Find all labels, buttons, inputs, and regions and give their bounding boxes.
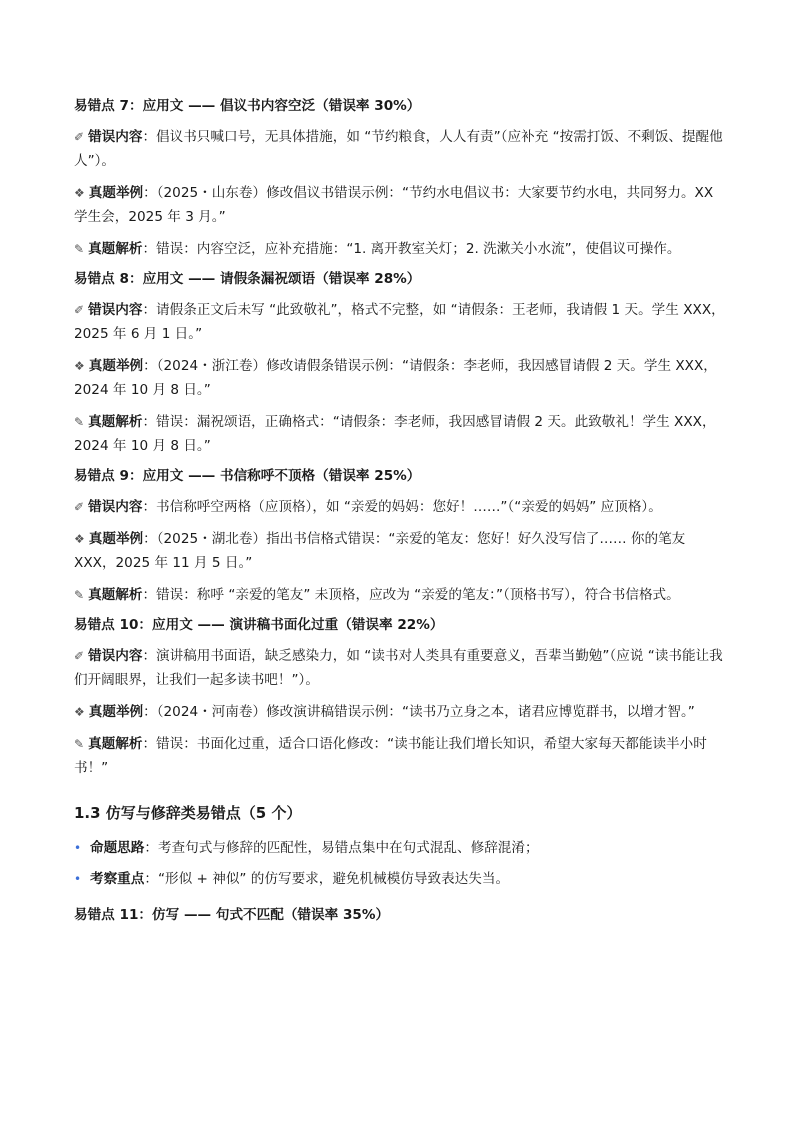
pen-icon: ✎: [74, 242, 85, 256]
diamond-icon: ❖: [74, 359, 85, 373]
label: 真题举例: [88, 358, 144, 374]
heading-error-9: 易错点 9：应用文 —— 书信称呼不顶格（错误率 25%）: [74, 468, 421, 484]
bullet-dot-icon: •: [74, 841, 82, 855]
text: （2025・山东卷）修改倡议书错误示例：“节约水电倡议书：大家要节约水电，共同努力。XX 学生会，2025 年 3 月。”: [74, 185, 714, 225]
bullet-dot-icon: •: [74, 872, 82, 886]
pen-icon: ✎: [74, 737, 85, 751]
heading-error-8: 易错点 8：应用文 —— 请假条漏祝颂语（错误率 28%）: [74, 271, 421, 287]
diamond-icon: ❖: [74, 186, 85, 200]
text: 错误：书面化过重，适合口语化修改：“读书能让我们增长知识，希望大家每天都能读半小时书！”: [74, 736, 707, 776]
text: 错误：称呼 “亲爱的笔友” 未顶格，应改为 “亲爱的笔友：”（顶格书写），符合书信格式。: [156, 587, 680, 603]
text: 演讲稿用书面语，缺乏感染力，如 “读书对人类具有重要意义，吾辈当勤勉”（应说 “读书能让我们开阔眼界，让我们一起多读书吧！”）。: [74, 648, 723, 688]
exam-example-7: ❖ 真题举例：（2025・山东卷）修改倡议书错误示例：“节约水电倡议书：大家要节约水电，共同努力。XX 学生会，2025 年 3 月。”: [74, 181, 728, 229]
pencil-icon: ✐: [74, 649, 85, 663]
error-content-7: ✐ 错误内容：倡议书只喊口号，无具体措施，如 “节约粮食，人人有责”（应补充 “按需打饭、不剩饭、提醒他人”）。: [74, 125, 728, 173]
text: 倡议书只喊口号，无具体措施，如 “节约粮食，人人有责”（应补充 “按需打饭、不剩饭、提醒他人”）。: [74, 129, 723, 169]
text: （2024・浙江卷）修改请假条错误示例：“请假条：李老师，我因感冒请假 2 天。学生 XXX，2024 年 10 月 8 日。”: [74, 358, 717, 398]
label: 错误内容: [88, 499, 143, 515]
label: 错误内容: [88, 302, 143, 318]
exam-example-10: ❖ 真题举例：（2024・河南卷）修改演讲稿错误示例：“读书乃立身之本，诸君应博览群书，以增才智。”: [74, 700, 728, 724]
exam-analysis-8: ✎ 真题解析：错误：漏祝颂语，正确格式：“请假条：李老师，我因感冒请假 2 天。此致敬礼！学生 XXX，2024 年 10 月 8 日。”: [74, 410, 728, 458]
section-title: 1.3 仿写与修辞类易错点（5 个）: [74, 804, 302, 822]
pen-icon: ✎: [74, 415, 85, 429]
label: 真题举例: [88, 185, 144, 201]
pen-icon: ✎: [74, 588, 85, 602]
text: （2025・湖北卷）指出书信格式错误：“亲爱的笔友：您好！好久没写信了…… 你的笔友 XXX，2025 年 11 月 5 日。”: [74, 531, 686, 571]
label: 真题解析: [88, 414, 143, 430]
text: 错误：漏祝颂语，正确格式：“请假条：李老师，我因感冒请假 2 天。此致敬礼！学生 XXX，2024 年 10 月 8 日。”: [74, 414, 716, 454]
error-content-9: ✐ 错误内容：书信称呼空两格（应顶格），如 “亲爱的妈妈：您好！……”（“亲爱的妈妈” 应顶格）。: [74, 495, 728, 519]
text: 书信称呼空两格（应顶格），如 “亲爱的妈妈：您好！……”（“亲爱的妈妈” 应顶格）。: [156, 499, 662, 515]
text: （2024・河南卷）修改演讲稿错误示例：“读书乃立身之本，诸君应博览群书，以增才智。”: [156, 704, 695, 720]
pencil-icon: ✐: [74, 500, 85, 514]
diamond-icon: ❖: [74, 705, 85, 719]
text: 请假条正文后未写 “此致敬礼”，格式不完整，如 “请假条：王老师，我请假 1 天。学生 XXX，2025 年 6 月 1 日。”: [74, 302, 725, 342]
text: “形似 + 神似” 的仿写要求，避免机械模仿导致表达失当。: [157, 871, 510, 887]
label: 错误内容: [88, 648, 143, 664]
exam-analysis-7: ✎ 真题解析：错误：内容空泛，应补充措施：“1. 离开教室关灯；2. 洗漱关小水流”，使倡议可操作。: [74, 237, 728, 261]
label: 真题举例: [88, 704, 144, 720]
label: 真题解析: [88, 736, 143, 752]
text: 错误：内容空泛，应补充措施：“1. 离开教室关灯；2. 洗漱关小水流”，使倡议可操作。: [156, 241, 681, 257]
label: 错误内容: [88, 129, 143, 145]
label: 真题举例: [88, 531, 144, 547]
bullet-item: • 命题思路：考查句式与修辞的匹配性，易错点集中在句式混乱、修辞混淆；: [74, 836, 728, 860]
text: 考查句式与修辞的匹配性，易错点集中在句式混乱、修辞混淆；: [157, 840, 539, 856]
bullet-item: • 考察重点：“形似 + 神似” 的仿写要求，避免机械模仿导致表达失当。: [74, 867, 728, 891]
error-content-10: ✐ 错误内容：演讲稿用书面语，缺乏感染力，如 “读书对人类具有重要意义，吾辈当勤勉”（应说 “读书能让我们开阔眼界，让我们一起多读书吧！”）。: [74, 644, 728, 692]
heading-error-7: 易错点 7：应用文 —— 倡议书内容空泛（错误率 30%）: [74, 98, 421, 114]
diamond-icon: ❖: [74, 532, 85, 546]
heading-error-11: 易错点 11：仿写 —— 句式不匹配（错误率 35%）: [74, 907, 390, 923]
pencil-icon: ✐: [74, 303, 85, 317]
label: 真题解析: [88, 241, 143, 257]
exam-analysis-9: ✎ 真题解析：错误：称呼 “亲爱的笔友” 未顶格，应改为 “亲爱的笔友：”（顶格书写），符合书信格式。: [74, 583, 728, 607]
exam-example-8: ❖ 真题举例：（2024・浙江卷）修改请假条错误示例：“请假条：李老师，我因感冒请假 2 天。学生 XXX，2024 年 10 月 8 日。”: [74, 354, 728, 402]
error-content-8: ✐ 错误内容：请假条正文后未写 “此致敬礼”，格式不完整，如 “请假条：王老师，我请假 1 天。学生 XXX，2025 年 6 月 1 日。”: [74, 298, 728, 346]
heading-error-10: 易错点 10：应用文 —— 演讲稿书面化过重（错误率 22%）: [74, 617, 444, 633]
label: 命题思路: [90, 840, 145, 856]
label: 真题解析: [88, 587, 143, 603]
pencil-icon: ✐: [74, 130, 85, 144]
exam-example-9: ❖ 真题举例：（2025・湖北卷）指出书信格式错误：“亲爱的笔友：您好！好久没写信了…… 你的笔友 XXX，2025 年 11 月 5 日。”: [74, 527, 728, 575]
exam-analysis-10: ✎ 真题解析：错误：书面化过重，适合口语化修改：“读书能让我们增长知识，希望大家每天都能读半小时书！”: [74, 732, 728, 780]
label: 考察重点: [90, 871, 145, 887]
